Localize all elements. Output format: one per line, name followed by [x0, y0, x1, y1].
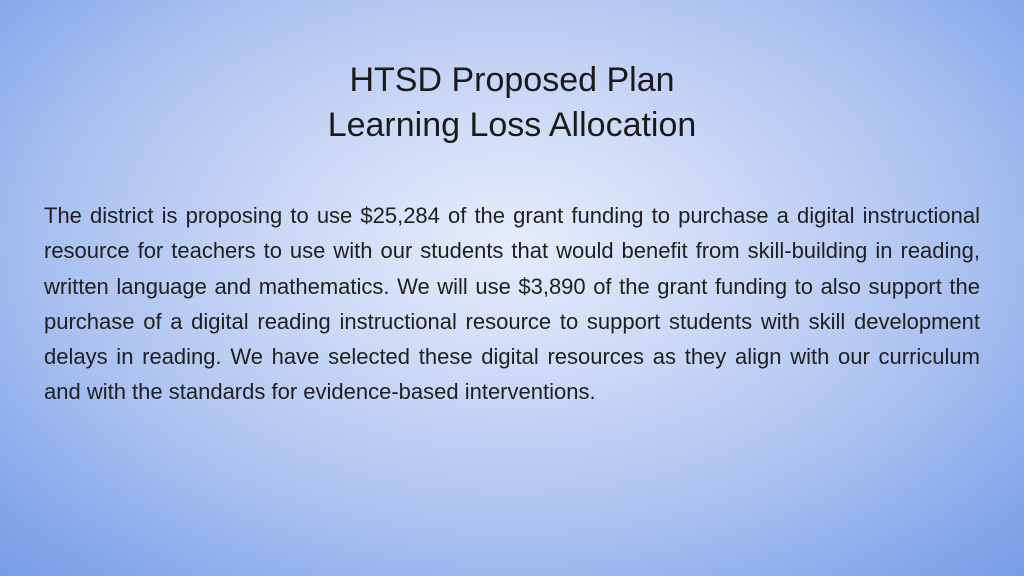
slide-body-text: The district is proposing to use $25,284 of the grant funding to purchase a digital instructional resource for teachers to use with our students that would benefit from skill-building in reading, written language and mathematics. We will use $3,890 of the grant funding to also support the purchase of a digital reading instructional resource to support students with skill development delays in reading. We have selected these digital resources as they align with our curriculum and with the standards for evidence-based interventions. — [44, 203, 980, 405]
title-line-1: HTSD Proposed Plan — [349, 61, 675, 99]
title-line-2: Learning Loss Allocation — [327, 106, 697, 144]
slide-title — [0, 58, 1024, 148]
